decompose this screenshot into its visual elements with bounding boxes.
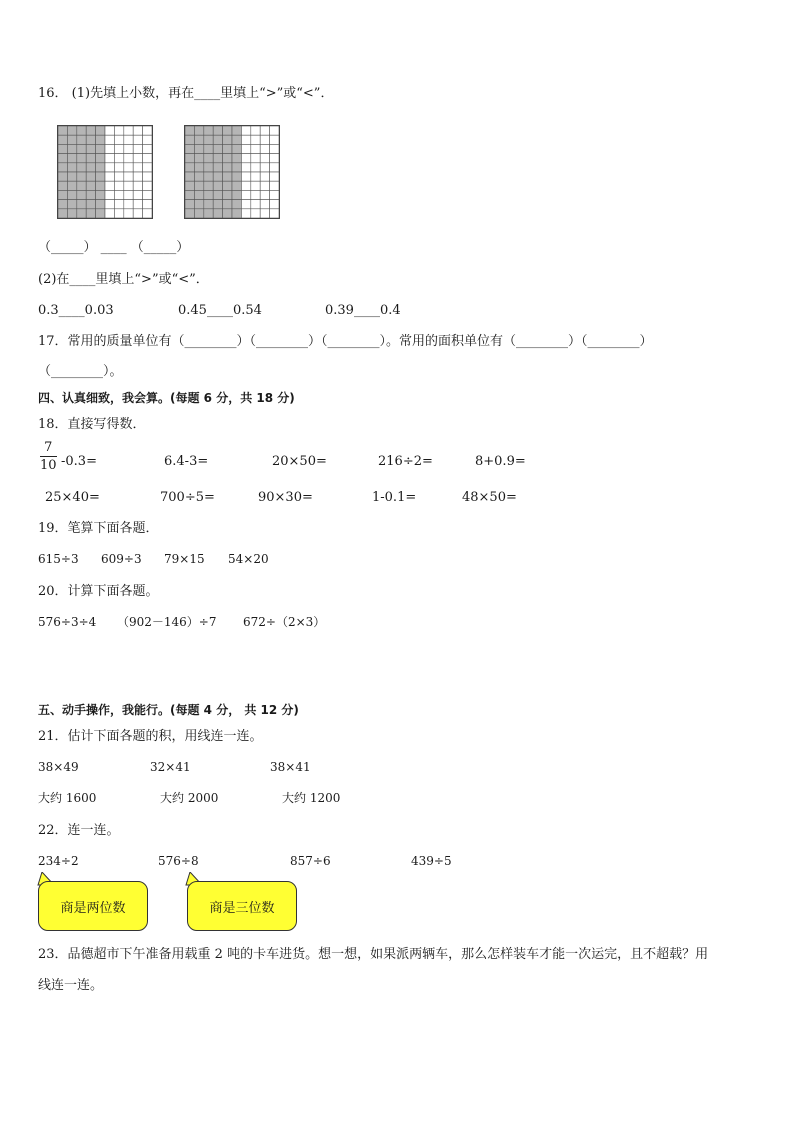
- fraction-numerator: 7: [40, 440, 57, 457]
- grid-cell: [223, 163, 232, 172]
- grid-cell: [77, 126, 86, 135]
- grid-cell: [114, 154, 123, 163]
- grid-cell: [194, 154, 203, 163]
- q16-compare-3: 0.39____0.4: [325, 303, 401, 318]
- q18-item: 8+0.9=: [475, 454, 526, 469]
- grid-cell: [260, 181, 269, 190]
- grid-cell: [133, 144, 142, 153]
- grid-cell: [241, 154, 250, 163]
- grid-cell: [133, 181, 142, 190]
- grid-cell: [204, 163, 213, 172]
- q21-answer: 大约 2000: [160, 791, 219, 805]
- q22-expr: 439÷5: [411, 854, 452, 868]
- grid-cell: [213, 126, 222, 135]
- grid-cell: [232, 209, 241, 218]
- grid-cell: [86, 172, 95, 181]
- grid-cell: [67, 181, 76, 190]
- grid-cell: [194, 181, 203, 190]
- grid-cell: [185, 163, 194, 172]
- grid-cell: [223, 126, 232, 135]
- grid-cell: [77, 209, 86, 218]
- grid-cell: [213, 154, 222, 163]
- grid-cell: [96, 209, 105, 218]
- grid-cell: [67, 135, 76, 144]
- grid-cell: [77, 181, 86, 190]
- grid-cell: [67, 144, 76, 153]
- grid-cell: [251, 181, 260, 190]
- grid-cell: [204, 154, 213, 163]
- grid-cell: [213, 135, 222, 144]
- grid-cell: [270, 144, 279, 153]
- q18-item: 48×50=: [462, 490, 517, 505]
- q22-prompt: 22．连一连。: [38, 823, 120, 838]
- grid-cell: [96, 172, 105, 181]
- grid-cell: [260, 172, 269, 181]
- grid-cell: [185, 135, 194, 144]
- grid-cell: [67, 172, 76, 181]
- grid-cell: [105, 144, 114, 153]
- grid-cell: [105, 190, 114, 199]
- grid-cell: [185, 144, 194, 153]
- grid-cell: [114, 135, 123, 144]
- q18-item: 700÷5=: [160, 490, 215, 505]
- q19-item: 615÷3: [38, 552, 79, 566]
- q20-item: 672÷（2×3）: [243, 615, 326, 629]
- grid-cell: [251, 154, 260, 163]
- grid-cell: [124, 135, 133, 144]
- grid-cell: [96, 190, 105, 199]
- q22-expr: 234÷2: [38, 854, 79, 868]
- q18-item: 90×30=: [258, 490, 313, 505]
- grid-cell: [185, 209, 194, 218]
- grid-cell: [194, 163, 203, 172]
- grid-cell: [58, 172, 67, 181]
- q19-prompt: 19．笔算下面各题．: [38, 521, 159, 536]
- q16-answer-row: （_____） ____ （_____）: [38, 240, 190, 255]
- q20-prompt: 20．计算下面各题。: [38, 584, 159, 599]
- grid-cell: [194, 200, 203, 209]
- grid-cell: [77, 200, 86, 209]
- grid-cell: [223, 154, 232, 163]
- grid-cell: [96, 135, 105, 144]
- grid-cell: [185, 172, 194, 181]
- grid-cell: [77, 163, 86, 172]
- grid-cell: [223, 200, 232, 209]
- grid-cell: [213, 200, 222, 209]
- grid-cell: [67, 126, 76, 135]
- grid-cell: [67, 190, 76, 199]
- grid-cell: [204, 209, 213, 218]
- hundred-grid-right: [184, 125, 280, 219]
- grid-cell: [58, 181, 67, 190]
- grid-cell: [114, 190, 123, 199]
- grid-cell: [133, 135, 142, 144]
- grid-cell: [143, 200, 152, 209]
- grid-cell: [96, 200, 105, 209]
- grid-cell: [194, 190, 203, 199]
- section-5-title: 五、动手操作，我能行。(每题 4 分， 共 12 分): [38, 703, 299, 717]
- grid-cell: [204, 181, 213, 190]
- grid-cell: [133, 154, 142, 163]
- grid-cell: [124, 190, 133, 199]
- grid-cell: [96, 126, 105, 135]
- q16-compare-1: 0.3____0.03: [38, 303, 114, 318]
- grid-cell: [143, 135, 152, 144]
- grid-cell: [105, 163, 114, 172]
- grid-cell: [232, 200, 241, 209]
- grid-cell: [223, 144, 232, 153]
- grid-cell: [260, 163, 269, 172]
- grid-cell: [251, 163, 260, 172]
- q18-item: -0.3=: [61, 454, 97, 469]
- grid-cell: [86, 144, 95, 153]
- grid-cell: [204, 172, 213, 181]
- grid-cell: [114, 200, 123, 209]
- q19-item: 54×20: [228, 552, 269, 566]
- q19-item: 609÷3: [101, 552, 142, 566]
- grid-cell: [86, 200, 95, 209]
- speech-bubble-three-digit[interactable]: 商是三位数: [187, 881, 297, 931]
- grid-cell: [213, 172, 222, 181]
- grid-cell: [114, 144, 123, 153]
- grid-cell: [86, 190, 95, 199]
- grid-cell: [232, 154, 241, 163]
- grid-cell: [58, 135, 67, 144]
- q18-item: 20×50=: [272, 454, 327, 469]
- grid-cell: [143, 126, 152, 135]
- grid-cell: [133, 190, 142, 199]
- grid-cell: [260, 154, 269, 163]
- grid-cell: [241, 144, 250, 153]
- q18-item: 25×40=: [45, 490, 100, 505]
- grid-cell: [270, 126, 279, 135]
- grid-cell: [223, 181, 232, 190]
- grid-cell: [133, 126, 142, 135]
- grid-cell: [86, 163, 95, 172]
- grid-cell: [241, 190, 250, 199]
- grid-cell: [86, 181, 95, 190]
- q16-prompt: 16． (1)先填上小数，再在____里填上“>”或“<”．: [38, 86, 334, 101]
- grid-cell: [133, 172, 142, 181]
- q21-answer: 大约 1200: [282, 791, 341, 805]
- grid-cell: [204, 144, 213, 153]
- grid-cell: [96, 144, 105, 153]
- grid-cell: [105, 172, 114, 181]
- grid-cell: [241, 200, 250, 209]
- grid-cell: [213, 190, 222, 199]
- grid-cell: [232, 135, 241, 144]
- grid-cell: [124, 144, 133, 153]
- grid-cell: [185, 181, 194, 190]
- grid-cell: [194, 209, 203, 218]
- grid-cell: [143, 190, 152, 199]
- grid-cell: [86, 126, 95, 135]
- grid-cell: [143, 209, 152, 218]
- q19-item: 79×15: [164, 552, 205, 566]
- grid-cell: [232, 163, 241, 172]
- grid-cell: [185, 154, 194, 163]
- grid-cell: [67, 163, 76, 172]
- grid-cell: [270, 181, 279, 190]
- grid-cell: [185, 126, 194, 135]
- grid-cell: [67, 154, 76, 163]
- q16-compare-2: 0.45____0.54: [178, 303, 262, 318]
- grid-cell: [58, 209, 67, 218]
- q23-line2: 线连一连。: [38, 978, 104, 993]
- grid-cell: [223, 172, 232, 181]
- grid-cell: [204, 200, 213, 209]
- grid-cell: [133, 209, 142, 218]
- grid-cell: [223, 209, 232, 218]
- grid-cell: [232, 126, 241, 135]
- grid-cell: [213, 144, 222, 153]
- fraction-seven-tenths: [40, 440, 57, 473]
- grid-cell: [251, 144, 260, 153]
- grid-cell: [77, 135, 86, 144]
- grid-cell: [251, 190, 260, 199]
- grid-cell: [223, 190, 232, 199]
- grid-cell: [124, 126, 133, 135]
- grid-cell: [232, 190, 241, 199]
- grid-cell: [58, 126, 67, 135]
- grid-cell: [270, 200, 279, 209]
- grid-cell: [96, 154, 105, 163]
- grid-cell: [232, 172, 241, 181]
- grid-cell: [213, 181, 222, 190]
- grid-cell: [58, 154, 67, 163]
- q20-item: 576÷3÷4: [38, 615, 97, 629]
- grid-cell: [105, 209, 114, 218]
- q18-item: 1-0.1=: [372, 490, 417, 505]
- grid-cell: [251, 209, 260, 218]
- grid-cell: [96, 181, 105, 190]
- grid-cell: [270, 135, 279, 144]
- grid-cell: [185, 200, 194, 209]
- q18-prompt: 18．直接写得数．: [38, 417, 146, 432]
- grid-cell: [105, 135, 114, 144]
- grid-cell: [143, 144, 152, 153]
- q22-expr: 576÷8: [158, 854, 199, 868]
- grid-cell: [114, 209, 123, 218]
- q21-prompt: 21．估计下面各题的积，用线连一连。: [38, 729, 263, 744]
- grid-cell: [251, 126, 260, 135]
- grid-cell: [58, 163, 67, 172]
- grid-cell: [105, 181, 114, 190]
- grid-cell: [58, 200, 67, 209]
- grid-cell: [124, 172, 133, 181]
- grid-cell: [194, 172, 203, 181]
- grid-cell: [143, 172, 152, 181]
- grid-cell: [143, 181, 152, 190]
- grid-cell: [232, 144, 241, 153]
- grid-cell: [86, 154, 95, 163]
- grid-cell: [67, 209, 76, 218]
- grid-cell: [114, 163, 123, 172]
- fraction-denominator: 10: [40, 458, 57, 473]
- grid-cell: [232, 181, 241, 190]
- grid-cell: [241, 181, 250, 190]
- grid-cell: [124, 181, 133, 190]
- grid-cell: [270, 172, 279, 181]
- grid-cell: [204, 126, 213, 135]
- grid-cell: [260, 135, 269, 144]
- grid-cell: [58, 144, 67, 153]
- grid-cell: [260, 200, 269, 209]
- q21-expr: 32×41: [150, 760, 191, 774]
- grid-cell: [77, 172, 86, 181]
- grid-cell: [241, 172, 250, 181]
- section-4-title: 四、认真细致，我会算。(每题 6 分，共 18 分): [38, 391, 295, 405]
- grid-cell: [241, 135, 250, 144]
- grid-cell: [270, 209, 279, 218]
- grid-cell: [133, 200, 142, 209]
- q23-line1: 23．品德超市下午准备用载重 2 吨的卡车进货。想一想，如果派两辆车，那么怎样装车才能一次运完，且不超载？用: [38, 947, 709, 962]
- grid-cell: [105, 154, 114, 163]
- q18-item: 216÷2=: [378, 454, 433, 469]
- grid-cell: [194, 144, 203, 153]
- q16-part2: (2)在____里填上“>”或“<”．: [38, 272, 209, 287]
- speech-bubble-two-digit[interactable]: 商是两位数: [38, 881, 148, 931]
- grid-cell: [77, 190, 86, 199]
- q21-answer: 大约 1600: [38, 791, 97, 805]
- grid-cell: [223, 135, 232, 144]
- grid-cell: [204, 190, 213, 199]
- grid-cell: [260, 126, 269, 135]
- grid-cell: [270, 154, 279, 163]
- grid-cell: [241, 209, 250, 218]
- grid-cell: [241, 126, 250, 135]
- q20-item: （902－146）÷7: [117, 615, 217, 629]
- grid-cell: [86, 135, 95, 144]
- grid-cell: [114, 172, 123, 181]
- q17-line2: （________）。: [38, 364, 123, 379]
- grid-cell: [105, 200, 114, 209]
- grid-cell: [58, 190, 67, 199]
- hundred-grid-left: [57, 125, 153, 219]
- grid-cell: [143, 163, 152, 172]
- grid-cell: [96, 163, 105, 172]
- grid-cell: [204, 135, 213, 144]
- grid-cell: [194, 135, 203, 144]
- grid-cell: [270, 163, 279, 172]
- grid-cell: [77, 154, 86, 163]
- grid-cell: [213, 209, 222, 218]
- q21-expr: 38×41: [270, 760, 311, 774]
- grid-cell: [124, 163, 133, 172]
- grid-cell: [194, 126, 203, 135]
- grid-cell: [67, 200, 76, 209]
- grid-cell: [124, 154, 133, 163]
- grid-cell: [251, 135, 260, 144]
- grid-cell: [143, 154, 152, 163]
- q18-item: 6.4-3=: [164, 454, 209, 469]
- grid-cell: [133, 163, 142, 172]
- grid-cell: [213, 163, 222, 172]
- q21-expr: 38×49: [38, 760, 79, 774]
- grid-cell: [251, 172, 260, 181]
- grid-cell: [114, 126, 123, 135]
- grid-cell: [260, 209, 269, 218]
- grid-cell: [124, 209, 133, 218]
- grid-cell: [105, 126, 114, 135]
- grid-cell: [260, 190, 269, 199]
- grid-cell: [251, 200, 260, 209]
- q17-line1: 17．常用的质量单位有（________）（________）（________）。常用的面积单位有（________）（________）: [38, 334, 653, 349]
- q22-expr: 857÷6: [290, 854, 331, 868]
- grid-cell: [260, 144, 269, 153]
- grid-cell: [124, 200, 133, 209]
- grid-cell: [86, 209, 95, 218]
- grid-cell: [114, 181, 123, 190]
- grid-cell: [241, 163, 250, 172]
- grid-cell: [77, 144, 86, 153]
- grid-cell: [270, 190, 279, 199]
- grid-cell: [185, 190, 194, 199]
